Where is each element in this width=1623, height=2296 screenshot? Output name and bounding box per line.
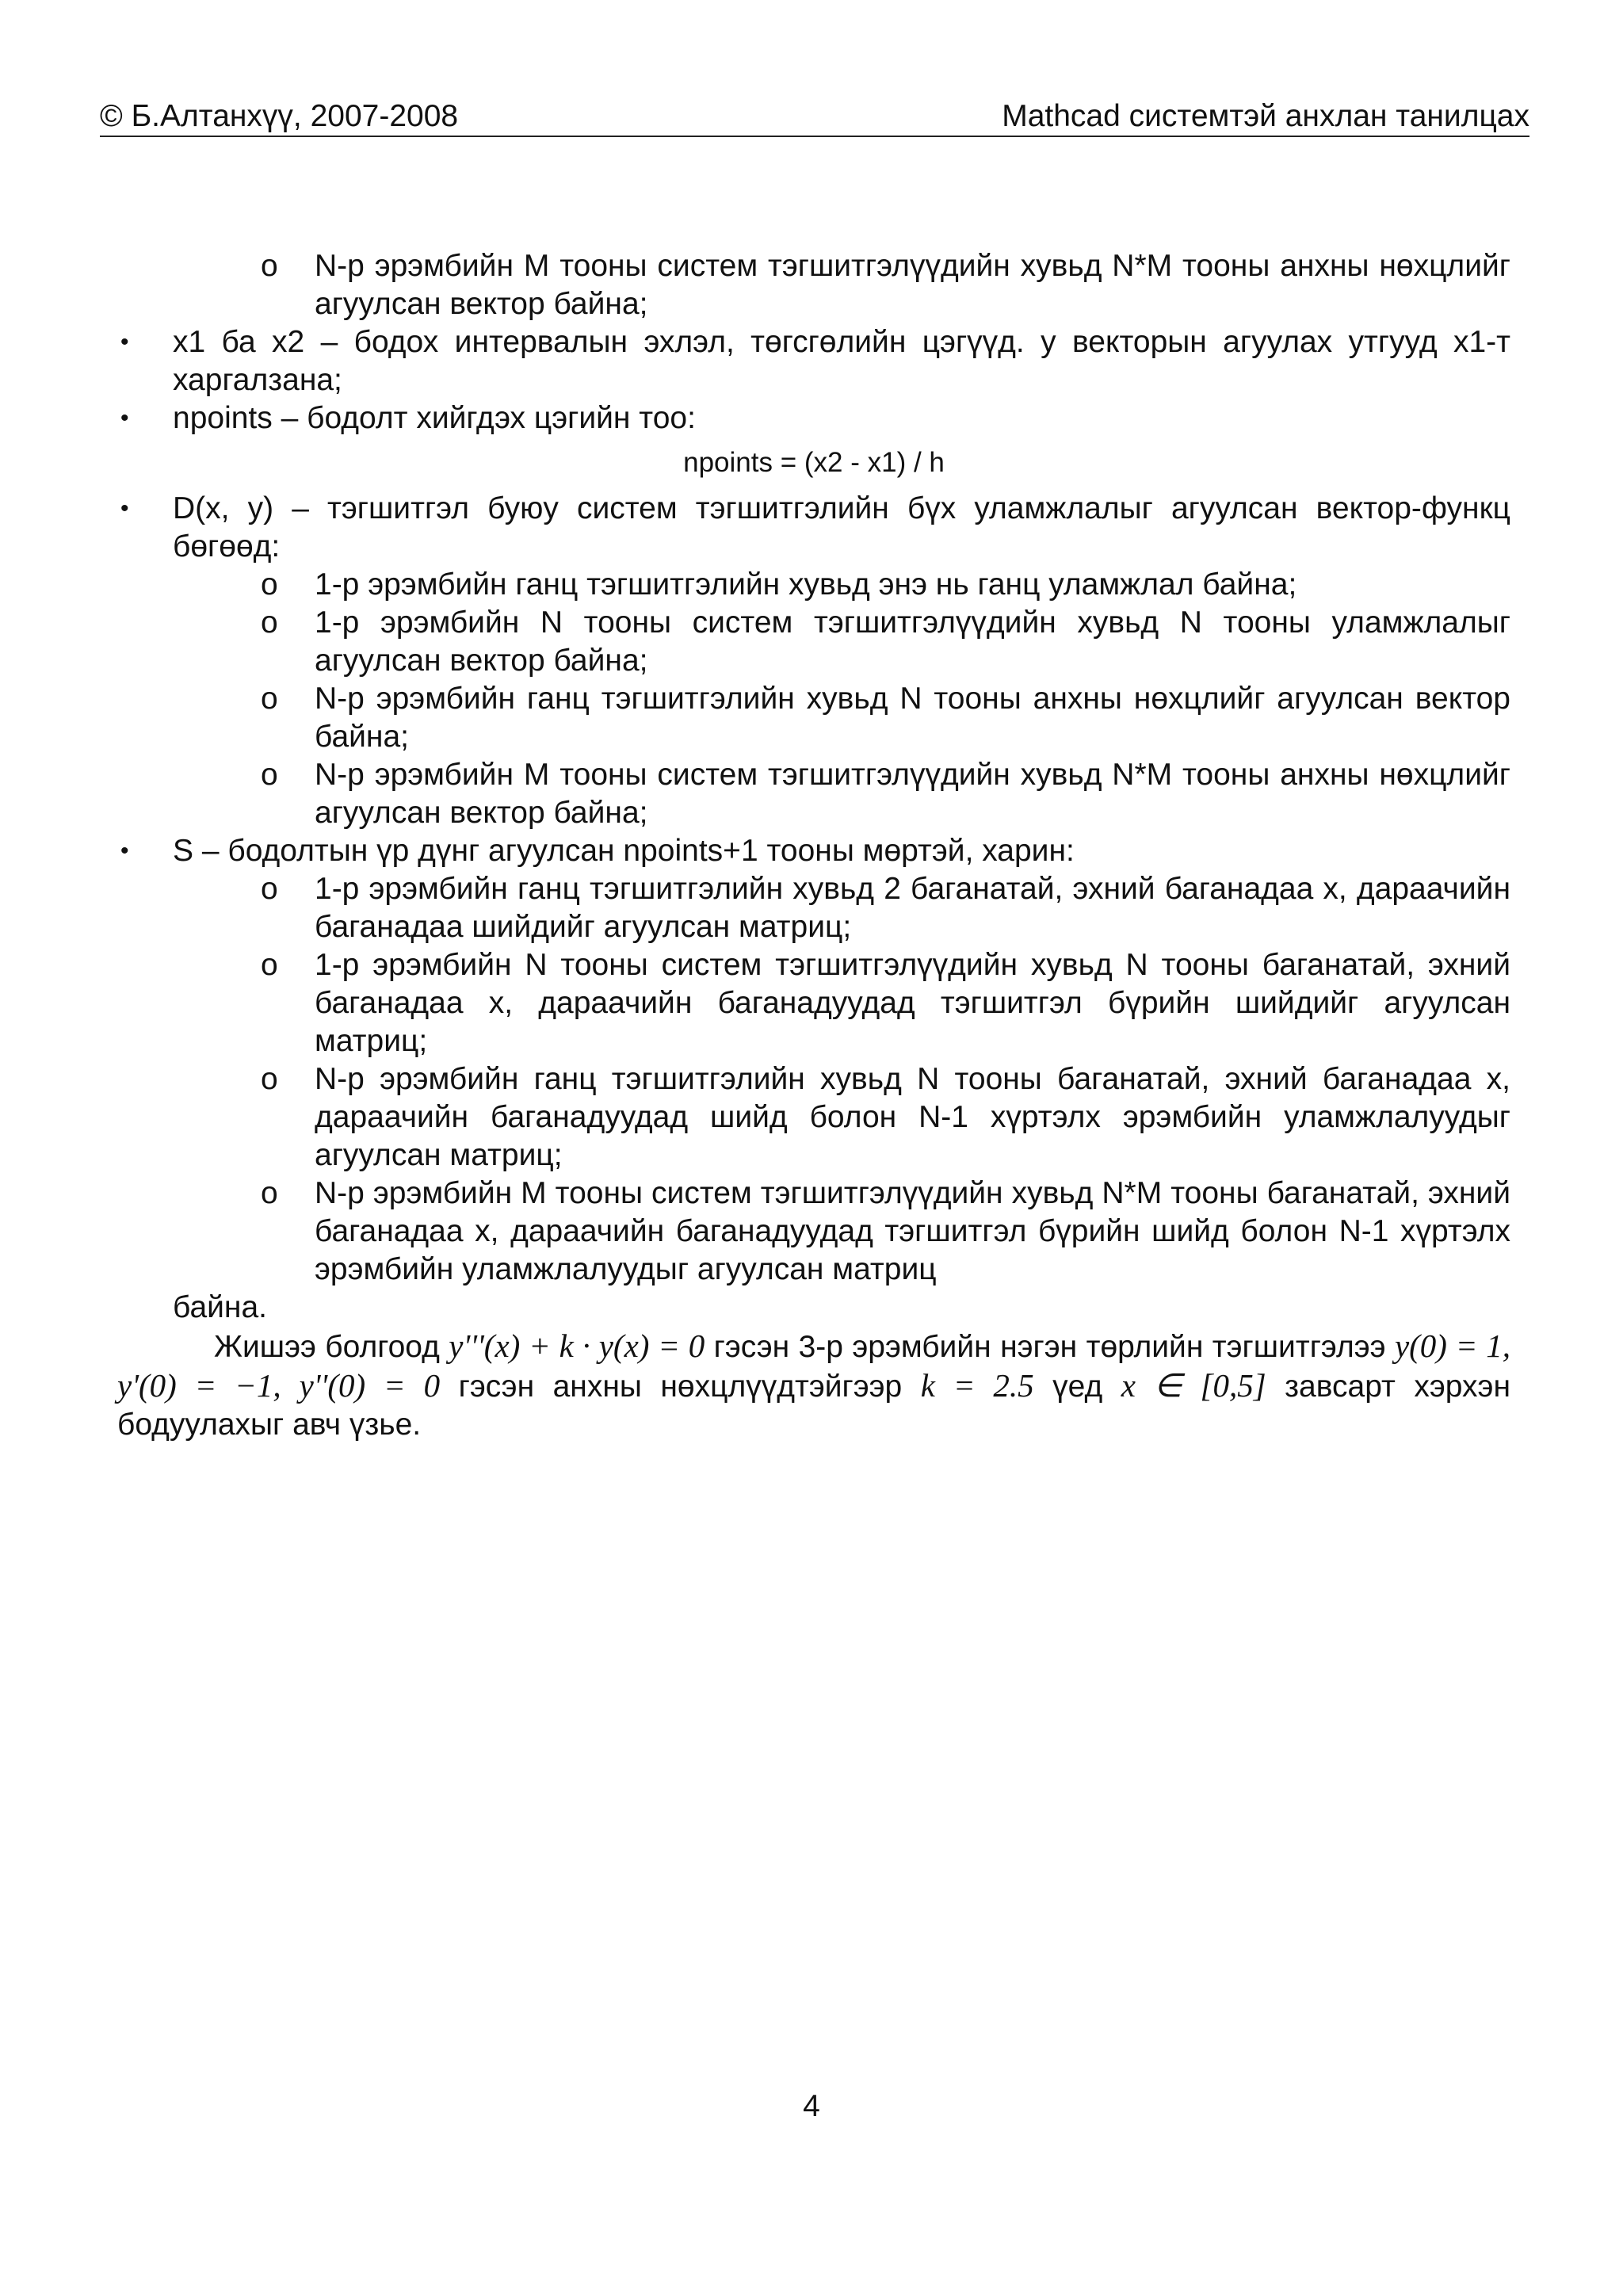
bullet-icon: •	[120, 329, 129, 355]
list-item	[117, 756, 1510, 832]
list-item	[117, 247, 1510, 323]
circle-bullet-icon: o	[261, 758, 278, 792]
list-item-text: npoints – бодолт хийгдэх цэгийн тоо:	[173, 401, 696, 435]
npoints-formula: npoints = (x2 - x1) / h	[683, 447, 945, 478]
list-item-text: N-р эрэмбийн ганц тэгшитгэлийн хувьд N тооны баганатай, эхний баганадаа x, дараачийн баганадуудад шийд болон N-1 хүртэлх эрэмбийн уламжлалуудыг агуулсан матриц;	[315, 1062, 1510, 1172]
page-number: 4	[803, 2089, 820, 2123]
list-item-text: S – бодолтын үр дүнг агуулсан npoints+1 тооны мөртэй, харин:	[173, 834, 1075, 868]
bullet-icon: •	[120, 405, 129, 431]
example-paragraph	[117, 1327, 1510, 1444]
circle-bullet-icon: o	[261, 872, 278, 906]
list-item-text: 1-р эрэмбийн N тооны систем тэгшитгэлүүдийн хувьд N тооны баганатай, эхний баганадаа x, дараачийн баганадуудад тэгшитгэл бүрийн шийдийг агуулсан матриц;	[315, 948, 1510, 1058]
example-text: үед	[1052, 1370, 1103, 1404]
circle-bullet-icon: o	[261, 948, 278, 982]
list-item-text: N-р эрэмбийн М тооны систем тэгшитгэлүүдийн хувьд N*M тооны баганатай, эхний баганадаа x, дараачийн баганадуудад тэгшитгэл бүрийн шийд болон N-1 хүртэлх эрэмбийн уламжлалуудыг агуулсан матриц	[315, 1176, 1510, 1286]
example-text: гэсэн 3-р эрэмбийн нэгэн төрлийн тэгшитгэлээ	[713, 1330, 1386, 1364]
ode-equation: y'''(x) + k · y(x) = 0	[449, 1328, 705, 1364]
page-body	[117, 247, 1510, 1444]
circle-bullet-icon: o	[261, 1062, 278, 1096]
list-item-text: N-р эрэмбийн М тооны систем тэгшитгэлүүдийн хувьд N*M тооны анхны нөхцлийг агуулсан вектор байна;	[315, 758, 1510, 830]
circle-bullet-icon: o	[261, 1176, 278, 1210]
page-header	[100, 97, 1529, 137]
example-text: Жишээ болгоод	[214, 1330, 440, 1364]
list-item-text: N-р эрэмбийн М тооны систем тэгшитгэлүүдийн хувьд N*M тооны анхны нөхцлийг агуулсан вектор байна;	[315, 249, 1510, 321]
list-item	[117, 1060, 1510, 1175]
example-text: завсарт хэрхэн бодуулахыг авч үзье.	[117, 1370, 1510, 1442]
list-item	[117, 870, 1510, 946]
list-item-text: N-р эрэмбийн ганц тэгшитгэлийн хувьд N тооны анхны нөхцлийг агуулсан вектор байна;	[315, 682, 1510, 754]
circle-bullet-icon: o	[261, 567, 278, 602]
circle-bullet-icon: o	[261, 682, 278, 716]
list-item-text: x1 ба x2 – бодох интервалын эхлэл, төгсгөлийн цэгүүд. y векторын агуулах утгууд x1-т харгалзана;	[173, 325, 1510, 397]
list-item	[117, 490, 1510, 566]
trailing-text: байна.	[173, 1290, 267, 1324]
k-value: k = 2.5	[920, 1367, 1034, 1404]
list-item	[117, 323, 1510, 399]
bullet-icon: •	[120, 838, 129, 864]
list-item	[117, 604, 1510, 680]
list-item-text: D(x, y) – тэгшитгэл буюу систем тэгшитгэлийн бүх уламжлалыг агуулсан вектор-функц бөгөөд:	[173, 491, 1510, 563]
circle-bullet-icon: o	[261, 249, 278, 283]
list-item-text: 1-р эрэмбийн ганц тэгшитгэлийн хувьд энэ нь ганц уламжлал байна;	[315, 567, 1297, 602]
list-item-text: 1-р эрэмбийн ганц тэгшитгэлийн хувьд 2 баганатай, эхний баганадаа x, дараачийн баганадаа шийдийг агуулсан матриц;	[315, 872, 1510, 944]
list-item	[117, 680, 1510, 756]
header-title: Mathcad системтэй анхлан танилцах	[1002, 99, 1529, 133]
example-text: гэсэн анхны нөхцлүүдтэйгээр	[458, 1370, 903, 1404]
list-item	[117, 399, 1510, 437]
list-item	[117, 1175, 1510, 1289]
circle-bullet-icon: o	[261, 606, 278, 640]
list-item	[117, 946, 1510, 1060]
x-interval: x ∈ [0,5]	[1121, 1367, 1266, 1404]
list-item	[117, 566, 1510, 604]
list-item	[117, 832, 1510, 870]
bullet-icon: •	[120, 495, 129, 521]
initial-conditions: y(0) = 1, y'(0) = −1, y''(0) = 0	[117, 1328, 1511, 1404]
header-copyright: © Б.Алтанхүү, 2007-2008	[100, 99, 459, 133]
list-item-text: 1-р эрэмбийн N тооны систем тэгшитгэлүүдийн хувьд N тооны уламжлалыг агуулсан вектор байна;	[315, 606, 1510, 678]
